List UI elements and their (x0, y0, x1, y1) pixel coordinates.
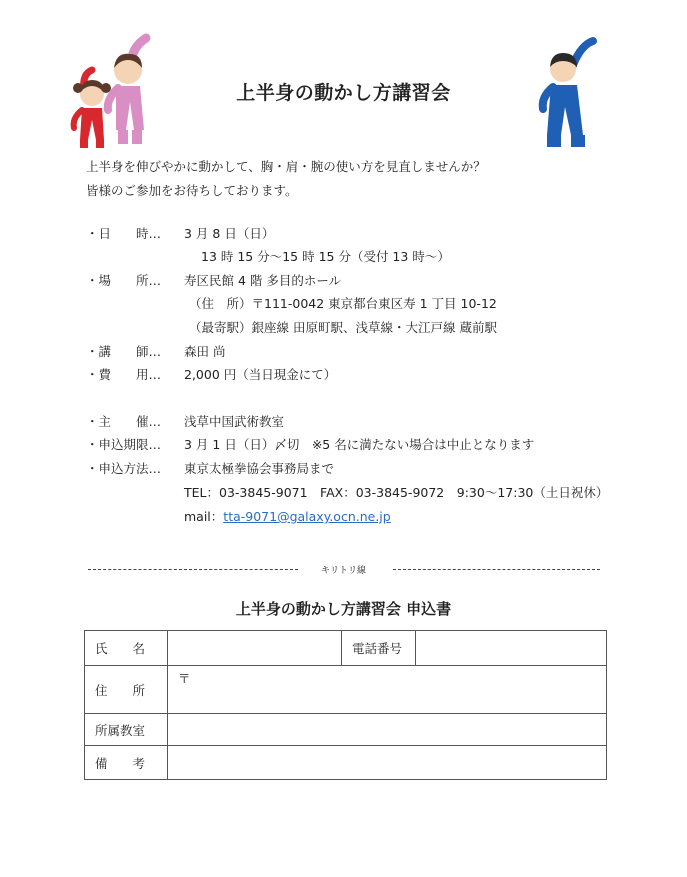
mail-link[interactable]: tta-9071@galaxy.ocn.ne.jp (223, 509, 391, 524)
form-row-class (85, 714, 607, 746)
phone-label: 電話番号 (342, 631, 416, 666)
date-label: ・日 時… (86, 226, 162, 241)
date-value: 3 月 8 日（日） (184, 226, 275, 241)
address-field[interactable] (168, 666, 607, 714)
apply-value: 東京太極拳協会事務局まで (184, 461, 335, 476)
mail-line (184, 508, 391, 526)
host-value: 浅草中国武術教室 (184, 414, 285, 429)
deadline-value: 3 月 1 日（日）〆切 ※5 名に満たない場合は中止となります (184, 437, 535, 452)
intro-line-1: 上半身を伸びやかに動かして、胸・肩・腕の使い方を見直しませんか？ (86, 159, 486, 174)
address-value: （住 所）〒111-0042 東京都台東区寿 1 丁目 10-12 (189, 296, 497, 311)
mail-prefix: mail： (184, 509, 224, 524)
time-value: 13 時 15 分〜15 時 15 分（受付 13 時〜） (201, 249, 450, 264)
address-label: 住 所 (85, 666, 168, 714)
form-title: 上半身の動かし方講習会 申込書 (235, 600, 452, 618)
name-label: 氏 名 (85, 631, 168, 666)
intro-line-2: 皆様のご参加をお待ちしております。 (86, 183, 298, 198)
place-value: 寿区民館 4 階 多目的ホール (184, 273, 342, 288)
form-row-notes (85, 746, 607, 780)
notes-field[interactable] (168, 746, 607, 780)
deadline-label: ・申込期限… (86, 437, 162, 452)
host-label: ・主 催… (86, 414, 162, 429)
station-value: （最寄駅）銀座線 田原町駅、浅草線・大江戸線 蔵前駅 (189, 320, 497, 335)
page-title: 上半身の動かし方講習会 (236, 82, 451, 104)
postal-mark: 〒 (178, 671, 191, 686)
form-row-name-phone (85, 631, 607, 666)
fee-value: 2,000 円（当日現金にて） (184, 367, 337, 382)
name-field[interactable] (168, 631, 342, 666)
cutline-right (393, 569, 600, 570)
place-label: ・場 所… (86, 273, 162, 288)
cutline-label: キリトリ線 (320, 566, 366, 576)
fee-label: ・費 用… (86, 367, 162, 382)
contact-value: TEL：03-3845-9071 FAX：03-3845-9072 9:30〜17:30（土日祝休） (184, 485, 609, 500)
notes-label: 備 考 (85, 746, 168, 780)
apply-label: ・申込方法… (86, 461, 162, 476)
instructor-value: 森田 尚 (184, 344, 226, 359)
class-field[interactable] (168, 714, 607, 746)
class-label: 所属教室 (85, 714, 168, 746)
phone-field[interactable] (416, 631, 607, 666)
intro-text (86, 155, 486, 203)
instructor-label: ・講 師… (86, 344, 162, 359)
form-row-address (85, 666, 607, 714)
application-form-table (84, 630, 607, 780)
